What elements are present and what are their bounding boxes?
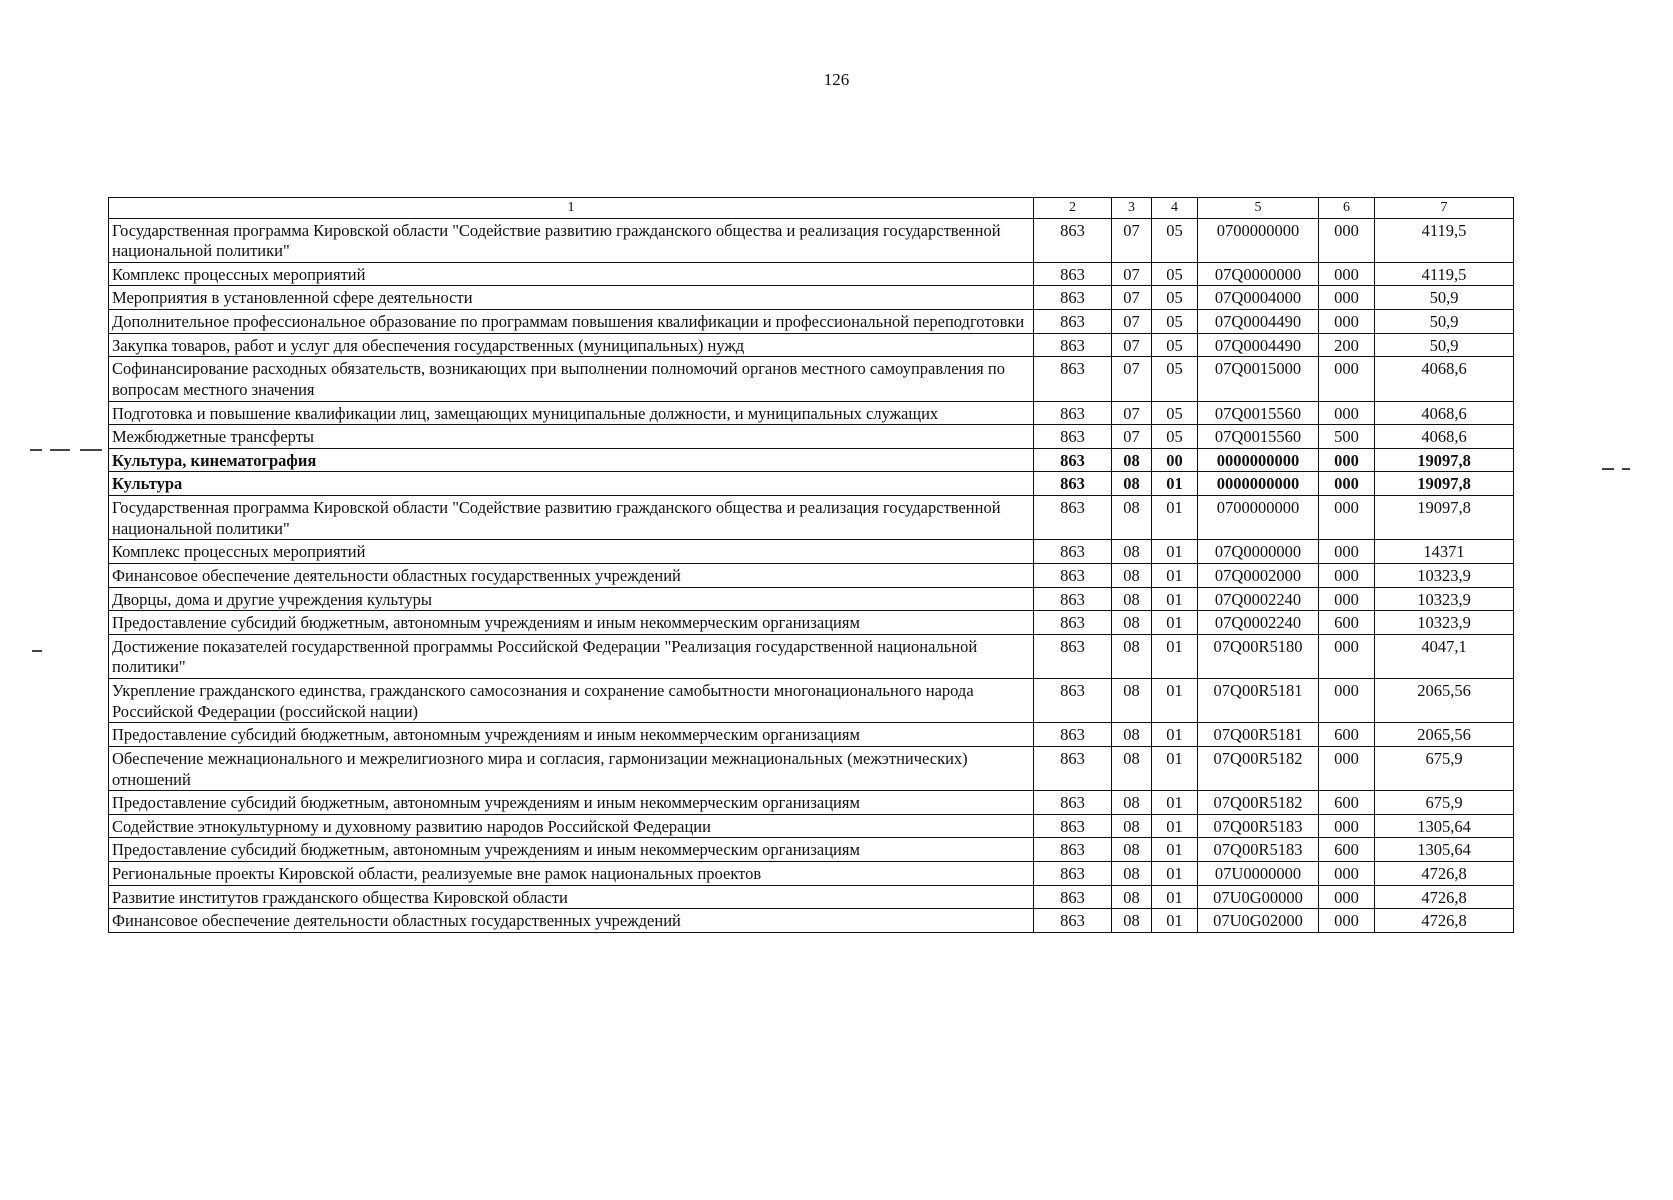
cell-expense-type: 000 <box>1319 746 1375 790</box>
cell-expense-type: 000 <box>1319 814 1375 838</box>
cell-subsection: 05 <box>1152 262 1198 286</box>
cell-expense-type: 500 <box>1319 425 1375 449</box>
cell-amount: 50,9 <box>1375 333 1514 357</box>
scan-mark <box>1622 468 1630 470</box>
cell-target-article: 07Q0015560 <box>1198 401 1319 425</box>
cell-name: Государственная программа Кировской области "Содействие развитию гражданского общества и реализация государственной национальной политики" <box>109 218 1034 262</box>
cell-expense-type: 600 <box>1319 611 1375 635</box>
cell-name: Финансовое обеспечение деятельности областных государственных учреждений <box>109 909 1034 933</box>
cell-name: Мероприятия в установленной сфере деятельности <box>109 286 1034 310</box>
scan-mark <box>30 449 42 451</box>
cell-subsection: 01 <box>1152 496 1198 540</box>
cell-amount: 10323,9 <box>1375 563 1514 587</box>
cell-subsection: 01 <box>1152 723 1198 747</box>
cell-amount: 675,9 <box>1375 746 1514 790</box>
cell-target-article: 07Q0015560 <box>1198 425 1319 449</box>
cell-expense-type: 000 <box>1319 496 1375 540</box>
cell-target-article: 07Q0004490 <box>1198 310 1319 334</box>
column-header: 5 <box>1198 198 1319 219</box>
cell-subsection: 01 <box>1152 746 1198 790</box>
cell-ministry-code: 863 <box>1034 425 1112 449</box>
cell-section: 08 <box>1112 723 1152 747</box>
table-row <box>109 634 1514 678</box>
cell-ministry-code: 863 <box>1034 814 1112 838</box>
cell-target-article: 07Q0015000 <box>1198 357 1319 401</box>
scan-mark <box>32 650 42 652</box>
cell-subsection: 01 <box>1152 862 1198 886</box>
scan-mark <box>50 449 70 451</box>
cell-amount: 1305,64 <box>1375 838 1514 862</box>
cell-section: 08 <box>1112 679 1152 723</box>
cell-subsection: 05 <box>1152 310 1198 334</box>
cell-subsection: 01 <box>1152 587 1198 611</box>
cell-ministry-code: 863 <box>1034 540 1112 564</box>
table-row <box>109 862 1514 886</box>
cell-expense-type: 000 <box>1319 634 1375 678</box>
column-header: 4 <box>1152 198 1198 219</box>
cell-subsection: 05 <box>1152 218 1198 262</box>
cell-section: 07 <box>1112 333 1152 357</box>
cell-expense-type: 000 <box>1319 286 1375 310</box>
cell-name: Предоставление субсидий бюджетным, автономным учреждениям и иным некоммерческим организациям <box>109 611 1034 635</box>
cell-ministry-code: 863 <box>1034 634 1112 678</box>
cell-expense-type: 000 <box>1319 862 1375 886</box>
table-row <box>109 563 1514 587</box>
cell-section: 08 <box>1112 611 1152 635</box>
cell-amount: 4119,5 <box>1375 262 1514 286</box>
table-row <box>109 791 1514 815</box>
cell-name: Дворцы, дома и другие учреждения культуры <box>109 587 1034 611</box>
cell-target-article: 07Q0002240 <box>1198 611 1319 635</box>
cell-name: Предоставление субсидий бюджетным, автономным учреждениям и иным некоммерческим организациям <box>109 838 1034 862</box>
table-row <box>109 357 1514 401</box>
cell-section: 08 <box>1112 885 1152 909</box>
cell-target-article: 07Q00R5183 <box>1198 838 1319 862</box>
cell-expense-type: 000 <box>1319 472 1375 496</box>
cell-target-article: 07Q00R5181 <box>1198 679 1319 723</box>
table-row <box>109 540 1514 564</box>
column-header: 2 <box>1034 198 1112 219</box>
cell-ministry-code: 863 <box>1034 679 1112 723</box>
cell-target-article: 07Q0000000 <box>1198 540 1319 564</box>
cell-section: 07 <box>1112 310 1152 334</box>
cell-name: Культура, кинематография <box>109 448 1034 472</box>
cell-expense-type: 000 <box>1319 885 1375 909</box>
table-row <box>109 262 1514 286</box>
cell-ministry-code: 863 <box>1034 333 1112 357</box>
cell-ministry-code: 863 <box>1034 611 1112 635</box>
cell-amount: 14371 <box>1375 540 1514 564</box>
cell-amount: 4726,8 <box>1375 862 1514 886</box>
column-header: 7 <box>1375 198 1514 219</box>
cell-ministry-code: 863 <box>1034 909 1112 933</box>
cell-expense-type: 000 <box>1319 679 1375 723</box>
cell-amount: 4068,6 <box>1375 425 1514 449</box>
cell-amount: 4726,8 <box>1375 909 1514 933</box>
cell-section: 08 <box>1112 634 1152 678</box>
cell-subsection: 01 <box>1152 814 1198 838</box>
column-header: 6 <box>1319 198 1375 219</box>
cell-name: Региональные проекты Кировской области, реализуемые вне рамок национальных проектов <box>109 862 1034 886</box>
cell-name: Развитие институтов гражданского общества Кировской области <box>109 885 1034 909</box>
cell-name: Содействие этнокультурному и духовному развитию народов Российской Федерации <box>109 814 1034 838</box>
table-row <box>109 611 1514 635</box>
cell-ministry-code: 863 <box>1034 862 1112 886</box>
cell-subsection: 01 <box>1152 838 1198 862</box>
cell-expense-type: 000 <box>1319 587 1375 611</box>
cell-expense-type: 000 <box>1319 448 1375 472</box>
cell-target-article: 07Q00R5181 <box>1198 723 1319 747</box>
cell-section: 08 <box>1112 814 1152 838</box>
cell-name: Комплекс процессных мероприятий <box>109 540 1034 564</box>
budget-table <box>108 197 1514 933</box>
table-body <box>109 218 1514 932</box>
cell-name: Софинансирование расходных обязательств, возникающих при выполнении полномочий органов местного самоуправления по вопросам местного значения <box>109 357 1034 401</box>
table-row <box>109 909 1514 933</box>
cell-ministry-code: 863 <box>1034 723 1112 747</box>
cell-name: Достижение показателей государственной программы Российской Федерации "Реализация государственной национальной политики" <box>109 634 1034 678</box>
cell-section: 08 <box>1112 448 1152 472</box>
cell-amount: 4068,6 <box>1375 357 1514 401</box>
cell-section: 07 <box>1112 262 1152 286</box>
table-row <box>109 218 1514 262</box>
cell-ministry-code: 863 <box>1034 357 1112 401</box>
cell-amount: 10323,9 <box>1375 587 1514 611</box>
cell-target-article: 0700000000 <box>1198 218 1319 262</box>
cell-ministry-code: 863 <box>1034 885 1112 909</box>
scan-mark <box>80 449 102 451</box>
cell-amount: 50,9 <box>1375 286 1514 310</box>
cell-amount: 4068,6 <box>1375 401 1514 425</box>
cell-amount: 2065,56 <box>1375 723 1514 747</box>
cell-target-article: 07U0000000 <box>1198 862 1319 886</box>
cell-name: Предоставление субсидий бюджетным, автономным учреждениям и иным некоммерческим организациям <box>109 723 1034 747</box>
cell-name: Финансовое обеспечение деятельности областных государственных учреждений <box>109 563 1034 587</box>
cell-ministry-code: 863 <box>1034 472 1112 496</box>
cell-subsection: 01 <box>1152 472 1198 496</box>
cell-amount: 4726,8 <box>1375 885 1514 909</box>
cell-expense-type: 000 <box>1319 563 1375 587</box>
table-row <box>109 885 1514 909</box>
cell-section: 08 <box>1112 540 1152 564</box>
table-row <box>109 310 1514 334</box>
cell-target-article: 07Q0004000 <box>1198 286 1319 310</box>
cell-target-article: 0700000000 <box>1198 496 1319 540</box>
cell-name: Комплекс процессных мероприятий <box>109 262 1034 286</box>
page-number: 126 <box>823 70 850 89</box>
cell-subsection: 01 <box>1152 563 1198 587</box>
table-header-row <box>109 198 1514 219</box>
table-row <box>109 746 1514 790</box>
table-row <box>109 333 1514 357</box>
cell-ministry-code: 863 <box>1034 218 1112 262</box>
cell-subsection: 05 <box>1152 286 1198 310</box>
cell-target-article: 07Q0002000 <box>1198 563 1319 587</box>
cell-target-article: 07Q00R5180 <box>1198 634 1319 678</box>
cell-section: 08 <box>1112 791 1152 815</box>
cell-amount: 675,9 <box>1375 791 1514 815</box>
cell-target-article: 07Q0002240 <box>1198 587 1319 611</box>
cell-ministry-code: 863 <box>1034 262 1112 286</box>
cell-subsection: 01 <box>1152 909 1198 933</box>
cell-section: 08 <box>1112 838 1152 862</box>
cell-section: 07 <box>1112 401 1152 425</box>
table-row <box>109 496 1514 540</box>
cell-amount: 19097,8 <box>1375 496 1514 540</box>
cell-amount: 10323,9 <box>1375 611 1514 635</box>
cell-amount: 4119,5 <box>1375 218 1514 262</box>
cell-amount: 4047,1 <box>1375 634 1514 678</box>
cell-name: Межбюджетные трансферты <box>109 425 1034 449</box>
cell-subsection: 01 <box>1152 611 1198 635</box>
cell-expense-type: 000 <box>1319 310 1375 334</box>
cell-name: Государственная программа Кировской области "Содействие развитию гражданского общества и реализация государственной национальной политики" <box>109 496 1034 540</box>
table-row <box>109 286 1514 310</box>
scan-mark <box>1602 468 1614 470</box>
cell-target-article: 07Q0000000 <box>1198 262 1319 286</box>
cell-ministry-code: 863 <box>1034 310 1112 334</box>
cell-subsection: 01 <box>1152 679 1198 723</box>
cell-target-article: 0000000000 <box>1198 472 1319 496</box>
cell-name: Обеспечение межнационального и межрелигиозного мира и согласия, гармонизации межнациональных (межэтнических) отношений <box>109 746 1034 790</box>
cell-name: Закупка товаров, работ и услуг для обеспечения государственных (муниципальных) нужд <box>109 333 1034 357</box>
cell-section: 07 <box>1112 286 1152 310</box>
cell-subsection: 05 <box>1152 401 1198 425</box>
cell-target-article: 07Q00R5182 <box>1198 746 1319 790</box>
cell-expense-type: 000 <box>1319 218 1375 262</box>
cell-target-article: 07U0G02000 <box>1198 909 1319 933</box>
cell-name: Предоставление субсидий бюджетным, автономным учреждениям и иным некоммерческим организациям <box>109 791 1034 815</box>
cell-ministry-code: 863 <box>1034 746 1112 790</box>
cell-section: 08 <box>1112 909 1152 933</box>
cell-subsection: 01 <box>1152 634 1198 678</box>
cell-expense-type: 600 <box>1319 791 1375 815</box>
cell-expense-type: 000 <box>1319 401 1375 425</box>
cell-name: Подготовка и повышение квалификации лиц, замещающих муниципальные должности, и муниципальных служащих <box>109 401 1034 425</box>
cell-ministry-code: 863 <box>1034 563 1112 587</box>
cell-ministry-code: 863 <box>1034 286 1112 310</box>
cell-ministry-code: 863 <box>1034 401 1112 425</box>
table-row <box>109 587 1514 611</box>
cell-subsection: 05 <box>1152 425 1198 449</box>
cell-section: 08 <box>1112 746 1152 790</box>
cell-expense-type: 600 <box>1319 723 1375 747</box>
cell-section: 07 <box>1112 218 1152 262</box>
table-row <box>109 723 1514 747</box>
cell-name: Дополнительное профессиональное образование по программам повышения квалификации и профессиональной переподготовки <box>109 310 1034 334</box>
cell-ministry-code: 863 <box>1034 791 1112 815</box>
cell-target-article: 0000000000 <box>1198 448 1319 472</box>
cell-section: 08 <box>1112 587 1152 611</box>
cell-amount: 1305,64 <box>1375 814 1514 838</box>
table-row <box>109 401 1514 425</box>
column-header: 3 <box>1112 198 1152 219</box>
cell-section: 08 <box>1112 563 1152 587</box>
cell-section: 08 <box>1112 472 1152 496</box>
cell-target-article: 07Q00R5183 <box>1198 814 1319 838</box>
cell-ministry-code: 863 <box>1034 587 1112 611</box>
table-row <box>109 425 1514 449</box>
cell-expense-type: 000 <box>1319 540 1375 564</box>
cell-expense-type: 600 <box>1319 838 1375 862</box>
cell-ministry-code: 863 <box>1034 496 1112 540</box>
cell-amount: 19097,8 <box>1375 448 1514 472</box>
table-row <box>109 838 1514 862</box>
column-header: 1 <box>109 198 1034 219</box>
cell-section: 07 <box>1112 357 1152 401</box>
cell-subsection: 05 <box>1152 357 1198 401</box>
table-row <box>109 814 1514 838</box>
cell-amount: 50,9 <box>1375 310 1514 334</box>
table-row <box>109 472 1514 496</box>
cell-expense-type: 200 <box>1319 333 1375 357</box>
table-row <box>109 679 1514 723</box>
cell-amount: 19097,8 <box>1375 472 1514 496</box>
cell-section: 08 <box>1112 862 1152 886</box>
cell-name: Культура <box>109 472 1034 496</box>
table-row <box>109 448 1514 472</box>
cell-ministry-code: 863 <box>1034 838 1112 862</box>
cell-target-article: 07Q0004490 <box>1198 333 1319 357</box>
cell-subsection: 01 <box>1152 791 1198 815</box>
cell-subsection: 00 <box>1152 448 1198 472</box>
cell-subsection: 01 <box>1152 885 1198 909</box>
cell-subsection: 05 <box>1152 333 1198 357</box>
cell-expense-type: 000 <box>1319 357 1375 401</box>
cell-ministry-code: 863 <box>1034 448 1112 472</box>
cell-section: 07 <box>1112 425 1152 449</box>
cell-name: Укрепление гражданского единства, гражданского самосознания и сохранение самобытности многонационального народа Российской Федерации (российской нации) <box>109 679 1034 723</box>
cell-expense-type: 000 <box>1319 262 1375 286</box>
cell-target-article: 07U0G00000 <box>1198 885 1319 909</box>
cell-target-article: 07Q00R5182 <box>1198 791 1319 815</box>
cell-subsection: 01 <box>1152 540 1198 564</box>
cell-expense-type: 000 <box>1319 909 1375 933</box>
cell-amount: 2065,56 <box>1375 679 1514 723</box>
cell-section: 08 <box>1112 496 1152 540</box>
